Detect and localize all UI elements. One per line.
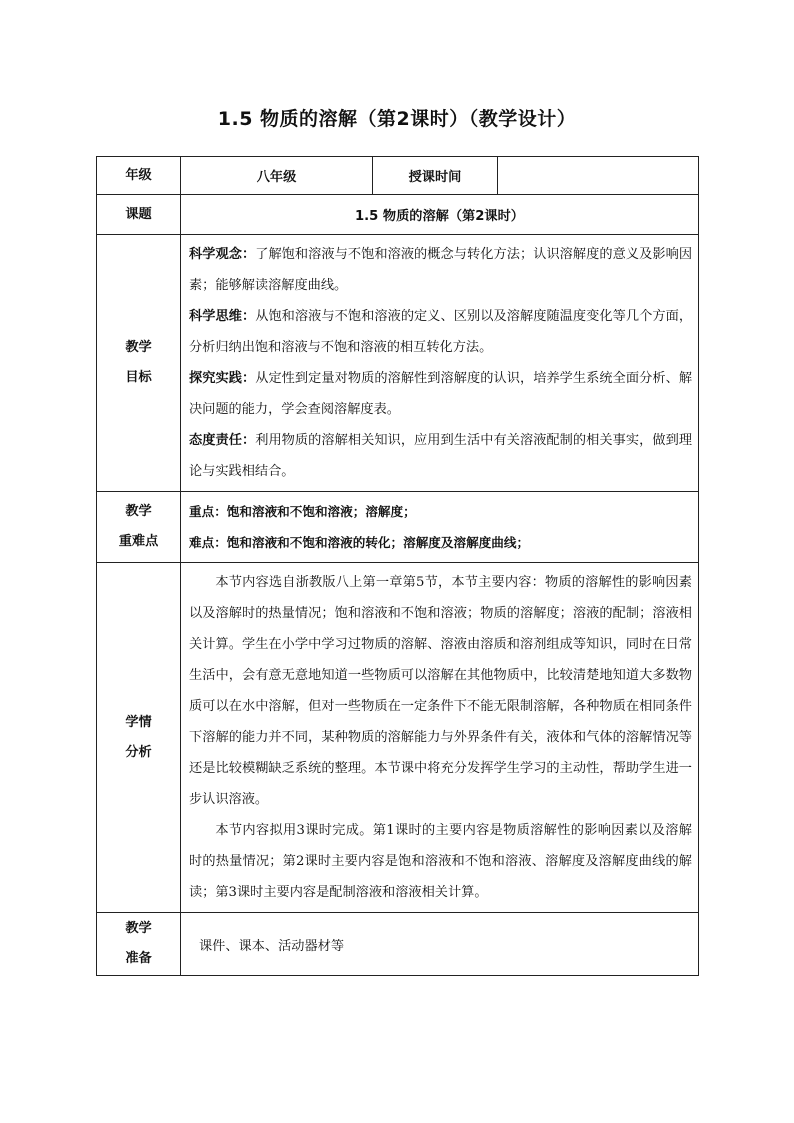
document-title: 1.5 物质的溶解（第2课时）（教学设计） [217,108,577,130]
topic-value: 1.5 物质的溶解（第2课时） [181,195,699,235]
goals-label-line2: 目标 [125,370,152,385]
topic-label: 课题 [97,195,181,235]
analysis-content [181,563,699,913]
goal-head: 科学思维： [189,309,256,324]
grade-value: 八年级 [181,157,373,195]
goals-content [181,235,699,492]
analysis-row [97,563,699,913]
keypoints-label [97,492,181,563]
keypoints-label-line1: 教学 [125,504,152,519]
goals-label [97,235,181,492]
prep-label-line2: 准备 [125,951,152,966]
goal-item [189,425,692,487]
goal-text: 从定性到定量对物质的溶解性到溶解度的认识，培养学生系统全面分析、解决问题的能力，学会查阅溶解度表。 [189,371,693,417]
prep-label-line1: 教学 [125,921,152,936]
grade-row [97,157,699,195]
topic-row [97,195,699,235]
goal-text: 从饱和溶液与不饱和溶液的定义、区别以及溶解度随温度变化等几个方面，分析归纳出饱和溶液与不饱和溶液的相互转化方法。 [189,309,693,355]
goal-head: 科学观念： [189,247,256,262]
grade-label: 年级 [97,157,181,195]
analysis-label [97,563,181,913]
time-value [498,157,699,195]
goal-text: 了解饱和溶液与不饱和溶液的概念与转化方法；认识溶解度的意义及影响因素；能够解读溶解度曲线。 [189,247,693,293]
keypoint-difficult: 难点：饱和溶液和不饱和溶液的转化；溶解度及溶解度曲线； [189,535,530,550]
keypoints-row [97,492,699,563]
prep-row [97,913,699,976]
analysis-label-line2: 分析 [125,744,152,760]
keypoint-important: 重点：饱和溶液和不饱和溶液；溶解度； [189,504,416,519]
time-label: 授课时间 [373,157,498,195]
keypoints-content [181,492,699,563]
goal-item [189,363,692,425]
prep-value: 课件、课本、活动器材等 [181,913,699,976]
goal-text: 利用物质的溶解相关知识，应用到生活中有关溶液配制的相关事实，做到理论与实践相结合。 [189,433,693,479]
analysis-paragraph: 本节内容拟用3课时完成。第1课时的主要内容是物质溶解性的影响因素以及溶解时的热量情况；第2课时主要内容是饱和溶液和不饱和溶液、溶解度及溶解度曲线的解读；第3课时主要内容是配制溶液和溶液相关计算。 [189,823,692,900]
goals-label-line1: 教学 [125,340,152,355]
goals-row [97,235,699,492]
analysis-label-line1: 学情 [125,714,152,730]
lesson-plan-table [96,156,699,976]
keypoints-label-line2: 重难点 [118,534,159,549]
goal-item [189,301,692,363]
analysis-paragraph: 本节内容选自浙教版八上第一章第5节，本节主要内容：物质的溶解性的影响因素以及溶解时的热量情况；饱和溶液和不饱和溶液；物质的溶解度；溶液的配制；溶液相关计算。学生在小学中学习过物质的溶解、溶液由溶质和溶剂组成等知识，同时在日常生活中，会有意无意地知道一些物质可以溶解在其他物质中，比较清楚地知道大多数物质可以在水中溶解，但对一些物质在一定条件下不能无限制溶解，各种物质在相同条件下溶解的能力并不同，某种物质的溶解能力与外界条件有关，液体和气体的溶解情况等还是比较模糊缺乏系统的整理。本节课中将充分发挥学生学习的主动性，帮助学生进一步认识溶液。 [189,575,692,807]
prep-label [97,913,181,976]
goal-head: 态度责任： [189,433,256,448]
goal-head: 探究实践： [189,371,256,386]
goal-item [189,239,692,301]
